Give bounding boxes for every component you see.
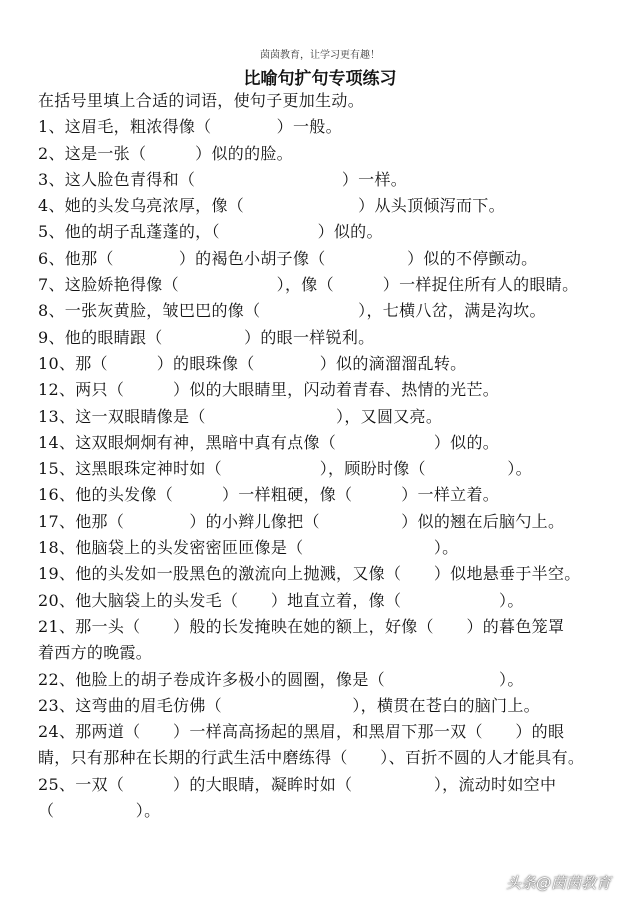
exercise-line: 1、这眉毛，粗浓得像（ ）一般。 bbox=[38, 117, 342, 137]
exercise-line-continued: 着西方的晚霞。 bbox=[38, 643, 153, 663]
exercise-line: 9、他的眼睛跟（ ）的眼一样锐利。 bbox=[38, 327, 375, 347]
exercise-line-continued: 睛，只有那种在长期的行武生活中磨练得（ ）、百折不圆的人才能具有。 bbox=[38, 748, 585, 768]
exercise-line: 7、这脸娇艳得像（ ），像（ ）一样捉住所有人的眼睛。 bbox=[38, 275, 579, 295]
exercise-line: 13、这一双眼睛像是（ ），又圆又亮。 bbox=[38, 406, 443, 426]
exercise-line: 14、这双眼炯炯有神，黑暗中真有点像（ ）似的。 bbox=[38, 432, 500, 452]
exercise-line: 15、这黑眼珠定神时如（ ），顾盼时像（ ）。 bbox=[38, 459, 532, 479]
header-note: 茵茵教育，让学习更有趣！ bbox=[260, 50, 380, 61]
exercise-body bbox=[38, 88, 608, 824]
exercise-line: 22、他脸上的胡子卷成许多极小的圆圈，像是（ ）。 bbox=[38, 669, 524, 689]
exercise-line: 3、这人脸色青得和（ ）一样。 bbox=[38, 169, 408, 189]
exercise-line: 2、这是一张（ ）似的的脸。 bbox=[38, 143, 293, 163]
exercise-line: 24、那两道（ ）一样高高扬起的黑眉，和黑眉下那一双（ ）的眼 bbox=[38, 722, 565, 742]
exercise-line: 21、那一头（ ）般的长发掩映在她的额上，好像（ ）的暮色笼罩 bbox=[38, 616, 565, 636]
page-title: 比喻句扩句专项练习 bbox=[243, 69, 397, 89]
exercise-line: 16、他的头发像（ ）一样粗硬，像（ ）一样立着。 bbox=[38, 485, 500, 505]
exercise-line: 4、她的头发乌亮浓厚，像（ ）从头顶倾泻而下。 bbox=[38, 196, 505, 216]
exercise-line: 5、他的胡子乱蓬蓬的，（ ）似的。 bbox=[38, 222, 383, 242]
exercise-line: 20、他大脑袋上的头发毛（ ）地直立着，像（ ）。 bbox=[38, 590, 524, 610]
exercise-line: 19、他的头发如一股黑色的激流向上抛溅，又像（ ）似地悬垂于半空。 bbox=[38, 564, 581, 584]
exercise-line: 17、他那（ ）的小辫儿像把（ ）似的翘在后脑勺上。 bbox=[38, 511, 565, 531]
watermark: 头条@茵茵教育 bbox=[506, 874, 612, 892]
exercise-line: 12、两只（ ）似的大眼睛里，闪动着青春、热情的光芒。 bbox=[38, 380, 500, 400]
instruction-line: 在括号里填上合适的词语，使句子更加生动。 bbox=[38, 91, 365, 110]
exercise-line: 8、一张灰黄脸，皱巴巴的像（ ），七横八岔，满是沟坎。 bbox=[38, 301, 546, 321]
exercise-line: 25、一双（ ）的大眼睛，凝眸时如（ ），流动时如空中 bbox=[38, 774, 557, 794]
exercise-line-continued: （ ）。 bbox=[38, 801, 161, 821]
exercise-line: 23、这弯曲的眉毛仿佛（ ），横贯在苍白的脑门上。 bbox=[38, 695, 540, 715]
exercise-line: 10、那（ ）的眼珠像（ ）似的滴溜溜乱转。 bbox=[38, 353, 467, 373]
exercise-line: 18、他脑袋上的头发密密匝匝像是（ ）。 bbox=[38, 538, 459, 558]
exercise-line: 6、他那（ ）的褐色小胡子像（ ）似的不停颤动。 bbox=[38, 248, 538, 268]
